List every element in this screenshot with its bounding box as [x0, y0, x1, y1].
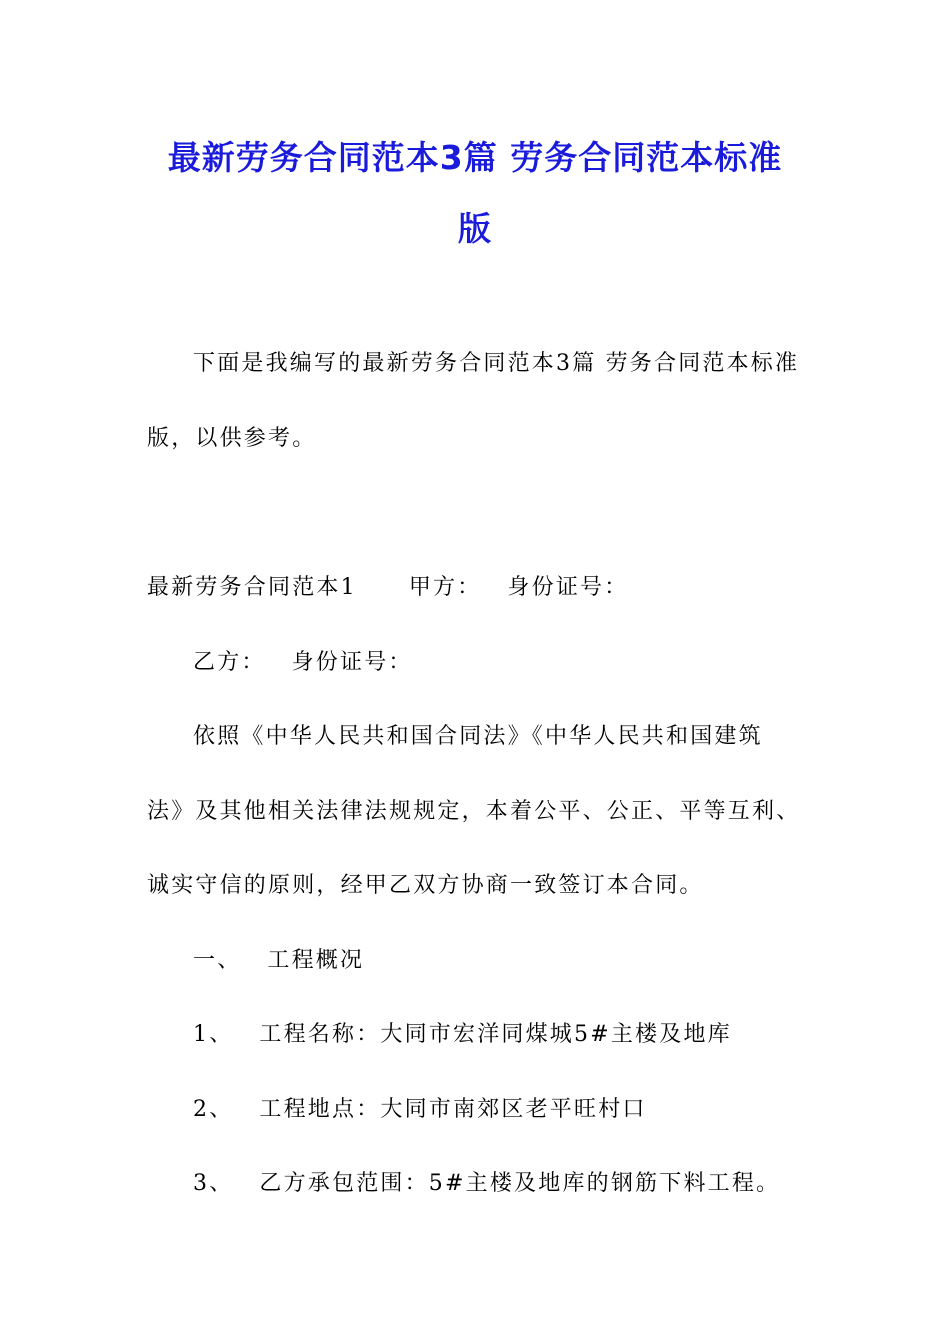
party-b-line — [193, 645, 413, 676]
contract-header-line — [147, 570, 628, 601]
list-item-text: 工程名称：大同市宏洋同煤城5#主楼及地库 — [259, 1022, 732, 1047]
chapter-title: 工程概况 — [267, 948, 365, 973]
list-item-text: 工程地点：大同市南郊区老平旺村口 — [259, 1097, 647, 1122]
list-item — [193, 1017, 732, 1048]
list-item-number: 1、 — [193, 1022, 234, 1047]
list-item — [193, 1092, 647, 1123]
chapter-heading — [193, 943, 364, 974]
list-item-number: 2、 — [193, 1097, 234, 1122]
party-a-id-label: 身份证号： — [507, 575, 629, 600]
party-b-id-label: 身份证号： — [291, 650, 413, 675]
intro-paragraph-line-2: 版，以供参考。 — [147, 426, 317, 451]
document-title-line-1: 最新劳务合同范本3篇 劳务合同范本标准 — [167, 138, 783, 177]
section-heading: 最新劳务合同范本1 — [147, 575, 357, 600]
basis-paragraph-line-1: 依照《中华人民共和国合同法》《中华人民共和国建筑 — [193, 724, 763, 749]
list-item — [193, 1166, 780, 1197]
intro-paragraph-line-1: 下面是我编写的最新劳务合同范本3篇 劳务合同范本标准 — [193, 351, 800, 376]
basis-paragraph-line-2: 法》及其他相关法律法规规定，本着公平、公正、平等互利、 — [147, 799, 801, 824]
party-a-label: 甲方： — [408, 575, 482, 600]
basis-paragraph-line-3: 诚实守信的原则，经甲乙双方协商一致签订本合同。 — [147, 873, 704, 898]
list-item-number: 3、 — [193, 1171, 234, 1196]
party-b-label: 乙方： — [193, 650, 266, 675]
document-title-line-2: 版 — [458, 209, 492, 248]
chapter-number: 一、 — [193, 948, 242, 973]
list-item-text: 乙方承包范围：5#主楼及地库的钢筋下料工程。 — [259, 1171, 781, 1196]
